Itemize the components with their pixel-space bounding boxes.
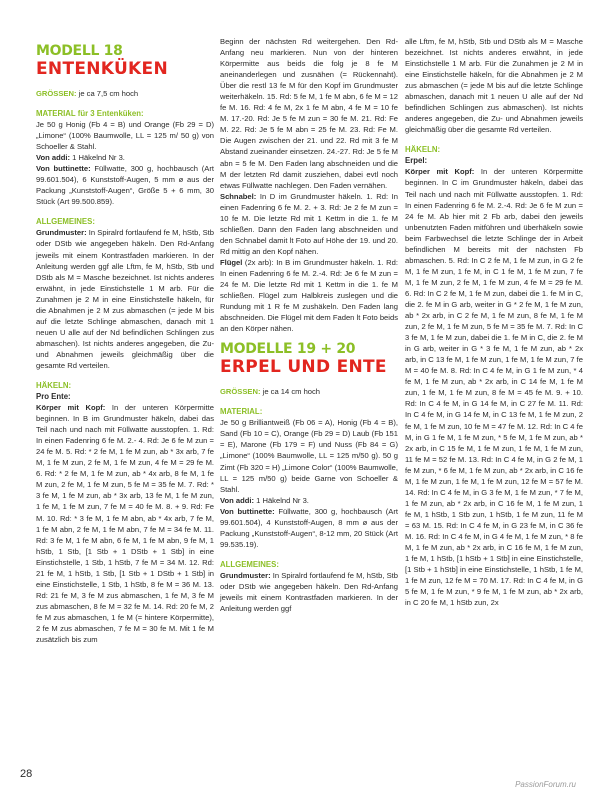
buttinette-line: Von buttinette: Füllwatte, 300 g, hochbausch (Art 99.601.504), 6 Kunststoff-Augen, 5 mm ø aus der Packung „Kunststoff-Augen“, Größe 5 + 6 mm, 30 Stück (Art 99.500.859).	[36, 164, 214, 207]
erpel-heading: Erpel:	[405, 156, 428, 166]
material-text: Je 50 g Honig (Fb 4 = B) und Orange (Fb 29 = D) „Limone“ (100% Baumwolle, LL = 125 m/ 50 g) von Schoeller & Stahl.	[36, 120, 214, 152]
addi-line: Von addi: 1 Häkelnd Nr 3.	[36, 153, 125, 163]
model-19-20-name: ERPEL UND ENTE	[220, 357, 387, 378]
model-19-20-title: MODELLE 19 + 20	[220, 341, 356, 358]
material-heading-2: MATERIAL:	[220, 407, 263, 417]
grundmuster-text-2: Grundmuster: In Spiralrd fortlaufend fe M, hStb, Stb oder DStb wie angegeben häkeln. Den Rd-Anfang jeweils mit einem Kontrastfaden markieren. In der Anleitung werden ggf	[220, 570, 398, 614]
koerper-text: Körper mit Kopf: In der unteren Körpermitte beginnen. In B im Grundmuster häkeln, dabei das Teil nach und nach mit Füllwatte ausstopfen. 1. Rd: In einen Fadenring 6 fe M. 2.- 4. Rd: Je 6 fe M zun = 24 fe M. 5. Rd: * 2 fe M, 1 fe M zun, ab * 3x arb, 7 fe M, 1 fe M zun, 2 fe M, 1 fe M zun, 4 fe M = 29 fe M. 6. Rd: * 2 fe M, 1 fe M zun, ab * 4x arb, 8 fe M, 1 fe M zun, 2 fe M, 1 fe M zun, 5 fe M = 35 fe M. 7. Rd: * 3 fe M, 1 fe M zun, ab * 3x arb, 13 fe M, 1 fe M zun, 1 fe M, 1 fe M zun, 7 fe M = 40 fe M. 8. + 9. Rd: Fe M. 10. Rd: * 3 fe M, 1 fe M abn, ab * 4x arb, 7 fe M, 1 fe M abn, 2 fe M, 1 fe M abn, 7 fe M = 34 fe M. 11. Rd: 3 fe M, 1 fe M abn, 6 fe M, 1 fe M abn, 9 fe M, 1 hStb, 1 Stb, [1 Stb + 1 DStb + 1 Stb] in eine Einstichstelle, 1 Stb, 1 hStb, 7 fe M = 34 M. 12. Rd: 21 fe M, 1 hStb, 1 Stb, [1 Stb + 1 DStb + 1 Stb] in eine Einstichstelle, 1 Stb, 1 hStb, 8 fe M = 36 M. 13. Rd: 21 fe M, 3 fe M zus abmaschen, 1 fe M, 3 fe M zus abmaschen, 8 fe M = 32 fe M. 14. Rd: 20 fe M, 2 fe M zus abmaschen, 1 fe M (= hintere Körpermitte), 2 fe M zus abmaschen, 7 fe M = 30 fe M. Mit 1 fe M zusätzlich bis zum	[36, 403, 214, 645]
material-heading: MATERIAL für 3 Entenküken:	[36, 109, 144, 119]
haekeln-heading: HÄKELN:	[36, 381, 72, 391]
koerper-continued-text: Beginn der nächsten Rd weitergehen. Den Rd-Anfang neu markieren. Nun von der hinteren Körpermitte aus beids die folg je 8 fe M aneinanderlegen und zusnähen (= Rückennaht). Über die restl 13 fe M für den Kopf im Grundmuster weiterhäkeln. 15. Rd: 5 fe M, 1 fe M abn, 6 fe M = 12 fe M. 16. Rd: 4 fe M, 2x 1 fe M abn, 4 fe M = 10 fe M. 17.-20. Rd: Je 5 fe M zun = 30 fe M. 21. Rd: Fe M. 22. Rd: Je 5 fe M abn = 25 fe M. 23. Rd: Fe M. Die Augen zwischen der 21. und 22. Rd mit 3 fe M Abstand zueinander einsetzen. 24.-27. Rd: Je 5 fe M abn = 5 fe M. Den Faden lang abschneiden und die M der letzten Rd damit zusziehen, dabei evtl noch etwas Füllwatte nachlegen. Den Faden vernähen.	[220, 37, 398, 190]
addi-line-2: Von addi: 1 Häkelnd Nr 3.	[220, 495, 309, 505]
pro-ente-heading: Pro Ente:	[36, 392, 71, 402]
haekeln-heading-2: HÄKELN:	[405, 145, 441, 155]
grundmuster-text: Grundmuster: In Spiralrd fortlaufend fe M, hStb, Stb oder DStb wie angegeben häkeln. Den Rd-Anfang jeweils mit einem Kontrastfaden markieren. In der Anleitung werden ggf alle Lftm, fe M, hStb, Stb und DStb als M = Masche bezeichnet. Ist nichts anderes erwähnt, in jede Einstichstelle 1 M arb. Für die Zunahmen je 2 M in eine Einstichstelle häkeln, für die Abnahmen je 2 M zus abmaschen (= jede M bis auf die letzte Schlinge abmaschen, danach mit 1 neuen U alle auf der Nd befindlichen Schlingen zus abmaschen). Ist nichts anderes angegeben, die Zu- und Abnahmen jeweils gleichmäßig über die gesamte Rd verteilen.	[36, 228, 214, 370]
size-line-2: GRÖSSEN: je ca 14 cm hoch	[220, 387, 321, 397]
column-1	[36, 44, 214, 645]
allgemeines-heading: ALLGEMEINES:	[36, 217, 95, 227]
page-number: 28	[20, 768, 33, 780]
schnabel-text: Schnabel: In D im Grundmuster häkeln. 1. Rd: In einen Fadenring 6 fe M. 2. + 3. Rd: Je 2 fe M zun = 10 fe M. Die letzte Rd mit 1 Kettm in die 1. fe M schließen. Dann den Faden lang abschneiden und den Schnabel damit lt Foto auf Höhe der 19. und 20. Rd mittig an den Kopf nähen.	[220, 191, 398, 256]
model-18-title: MODELL 18	[36, 43, 123, 59]
allgemeines-heading-2: ALLGEMEINES:	[220, 559, 279, 569]
size-line: GRÖSSEN: je ca 7,5 cm hoch	[36, 89, 139, 98]
model-18-name: ENTENKÜKEN	[36, 59, 168, 79]
buttinette-line-2: Von buttinette: Füllwatte, 300 g, hochbausch (Art 99.601.504), 4 Kunststoff-Augen, 8 mm ø aus der Packung „Kunststoff-Augen“, 8-12 mm, 20 Stück (Art 99.535.19).	[220, 506, 398, 549]
fluegel-text: Flügel (2x arb): In B im Grundmuster häkeln. 1. Rd: In einen Fadenring 6 fe M. 2.-4. Rd: Je 6 fe M zun = 24 fe M. Die letzte Rd mit 1 Kettm in die 1. fe M schließen. Flügel zum Halbkreis zuslegen und die Rundung mit 1 R fe M zushäkeln. Den Faden lang abschneiden. Die Flügel mit dem Faden lt Foto beids an den Körper nähen.	[220, 257, 398, 334]
material-text-2: Je 50 g Brilliantweiß (Fb 06 = A), Honig (Fb 4 = B), Sand (Fb 10 = C), Orange (Fb 29 = D) Laub (Fb 151 = E), Marone (Fb 179 = F) und Nuss (Fb 84 = G) „Limone“ (100% Baumwolle, LL = 125 m/50 g). 50 g Zimt (Fb 320 = H) „Limone Color“ (100% Baumwolle, LL = 125 m/50 g) beide Garne von Schoeller & Stahl.	[220, 418, 398, 494]
column-3	[405, 36, 583, 608]
erpel-koerper-text: Körper mit Kopf: In der unteren Körpermitte beginnen. In C im Grundmuster häkeln, dabei das Teil nach und nach mit Füllwatte ausstopfen. 1. Rd: In einen Fadenring 6 fe M. 2.-4. Rd: Je 6 fe M zun = 24 fe M. Ab hier mit 2 Fb arb, dabei den jeweils unbenutzten Faden mitführen und überhäkeln sowie beim Farbwechsel die letzte Schlinge der in Arbeit befindlichen M bereits mit der nächsten Fb abmaschen. 5. Rd: In C 2 fe M, 1 fe M zun, in G 2 fe M, 1 fe M zun, 1 fe M, in C 1 fe M, 1 fe M zun, 7 fe M, 1 fe M zun, 2 fe M, 1 fe M zun, 4 fe M = 29 fe M. 6. Rd: In C 2 fe M, 1 fe M zun, dabei die 1. fe M in C, die 2. fe M in G arb, weiter in G * 2 fe M, 1 fe M zun, ab * 2x arb, in C 2 fe M, 1 fe M zun, 8 fe M, 1 fe M zun, 2 fe M, 1 fe M zun, 5 fe M = 35 fe M. 7. Rd: In C 3 fe M, 1 fe M zun, dabei die 1. fe M in C, die 2. fe M in G arb, weiter in G * 3 fe M, 1 fe M zun, ab * 2x arb, in C 13 fe M, 1 fe M zun, 1 fe M, 1 fe M zun, 7 fe M = 40 fe M. 8. Rd: In C 4 fe M, in G 1 fe M zun, * 4 fe M, 1 fe M zun, ab * 2x arb, in C 14 fe M, 1 fe M zun, 1 fe M, 1 fe M zun, 8 fe M = 45 fe M. 9. + 10. Rd: In C 4 fe M, in G 14 fe M, in C 27 fe M. 11. Rd: In C 4 fe M, in G 14 fe M, in C 13 fe M, 1 fe M zun, 2 fe M, 1 fe M zun, 10 fe M = 47 fe M. 12. Rd: In C 4 fe M, in G 1 fe M, 1 fe M zun, * 5 fe M, 1 fe M zun, ab * 2x arb, in C 15 fe M, 1 fe M zun, 1 fe M, 1 fe M zun, 11 fe M = 52 fe M. 13. Rd: In C 4 fe M, in G 2 fe M, 1 fe M zun, * 6 fe M, 1 fe M zun, ab * 2x arb, in C 16 fe M, 1 fe M zun, 1 fe M, 1 fe M zun, 12 fe M = 57 fe M. 14. Rd: In C 4 fe M, in G 3 fe M, 1 fe M zun, * 7 fe M, 1 fe M zun, ab * 2x arb, in C 16 fe M, 1 fe M zun, 1 fe M, 1 hStb, 1 Stb zun, 1 hStb, 1 fe M zun, 11 fe M = 63 M. 15. Rd: In C 4 fe M, in G 23 fe M, in C 36 fe M. 16. Rd: In C 4 fe M, in G 4 fe M, 1 fe M zun, * 8 fe M, 1 fe M zun, ab * 2x arb, in C 16 fe M, 1 fe M zun, 1 fe M, 1 hStb, [1 hStb + 1 Stb] in eine Einstichstelle, [1 Stb + 1 hStb] in eine Einstichstelle, 1 hStb, 1 fe M, 1 fe M zun, 12 fe M = 70 M. 17. Rd: In C 4 fe M, in G 5 fe M, 1 fe M zun, * 9 fe M, 1 fe M zun, ab * 2x arb, in C 20 fe M, 1 hStb zun, 2x	[405, 167, 583, 608]
watermark: PassionForum.ru	[515, 780, 576, 789]
column-2	[220, 36, 398, 614]
grundmuster-continued-text: alle Lftm, fe M, hStb, Stb und DStb als M = Masche bezeichnet. Ist nichts anderes erwähnt, in jede Einstichstelle 1 M arb. Für die Zunahmen je 2 M in eine Einstichstelle häkeln, für die Abnahmen je 2 M zus abmaschen (= jede M bis auf die letzte Schlinge abmaschen, danach mit 1 neuen U alle auf der Nd befindlichen Schlingen zus abmaschen). Ist nichts anderes angegeben, die Zu- und Abnahmen jeweils gleichmäßig über die gesamte Rd verteilen.	[405, 37, 583, 135]
